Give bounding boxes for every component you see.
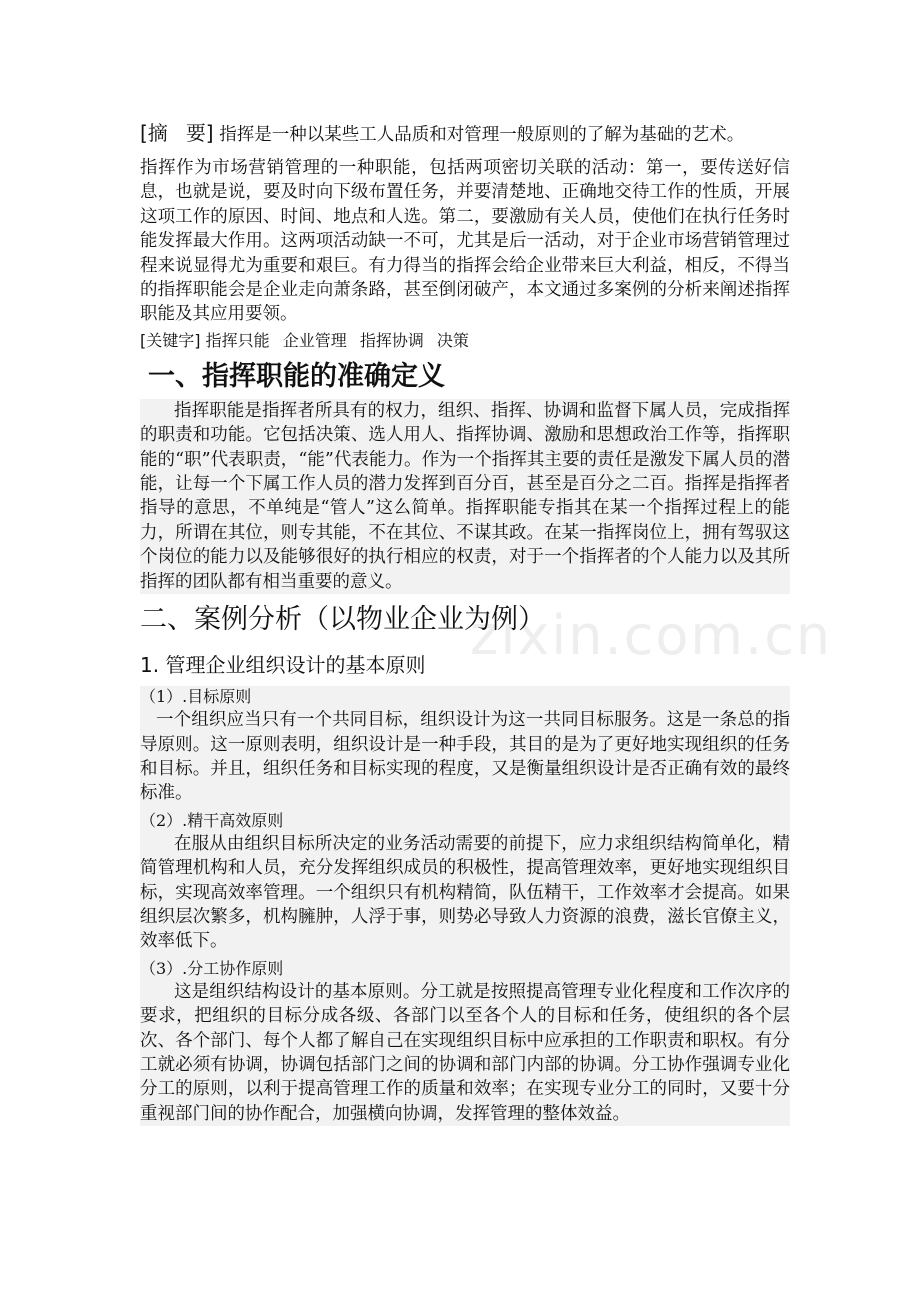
keywords-line <box>140 329 790 353</box>
keywords-label: [关键字] <box>140 330 201 350</box>
principle-body-division: 这是组织结构设计的基本原则。分工就是按照提高管理专业化程度和工作次序的要求，把组织的目标分成各级、各部门以至各个人的目标和任务，使组织的各个层次、各个部门、每个人都了解自己在实现组织目标中应承担的工作职责和职权。有分工就必须有协调，协调包括部门之间的协调和部门内部的协调。分工协作强调专业化分工的原则，以利于提高管理工作的质量和效率；在实现专业分工的同时，又要十分重视部门间的协作配合，加强横向协调，发挥管理的整体效益。 <box>140 981 790 1124</box>
abstract-first-line <box>140 118 790 150</box>
subsection-heading-principles: 1. 管理企业组织设计的基本原则 <box>140 653 426 678</box>
keyword: 企业管理 <box>282 330 347 350</box>
keyword: 决策 <box>436 330 469 350</box>
document-page <box>140 118 790 1126</box>
principle-title-division: （3）.分工协作原则 <box>140 958 284 978</box>
principle-body-goal: 一个组织应当只有一个共同目标，组织设计为这一共同目标服务。这是一条总的指导原则。这一原则表明，组织设计是一种手段，其目的是为了更好地实现组织的任务和目标。并且，组织任务和目标实现的程度，又是衡量组织设计是否正确有效的最终标准。 <box>140 710 790 804</box>
section-heading-definition: 一、指挥职能的准确定义 <box>148 360 445 392</box>
principle-title-goal: （1）.目标原则 <box>140 687 252 707</box>
principle-title-efficiency: （2）.精干高效原则 <box>140 810 284 830</box>
definition-paragraph: 指挥职能是指挥者所具有的权力，组织、指挥、协调和监督下属人员，完成指挥的职责和功能。它包括决策、选人用人、指挥协调、激励和思想政治工作等，指挥职能的“职”代表职责，“能”代表能力。作为一个指挥其主要的责任是激发下属人员的潜能，让每一个下属工作人员的潜力发挥到百分百，甚至是百分之二百。指挥是指挥者指导的意思，不单纯是“管人”这么简单。指挥职能专指其在某一个指挥过程上的能力，所谓在其位，则专其能，不在其位、不谋其政。在某一指挥岗位上，拥有驾驭这个岗位的能力以及能够很好的执行相应的权责，对于一个指挥者的个人能力以及其所指挥的团队都有相当重要的意义。 <box>140 400 790 592</box>
principles-block <box>140 686 790 1126</box>
principle-body-efficiency: 在服从由组织目标所决定的业务活动需要的前提下，应力求组织结构简单化，精简管理机构和人员，充分发挥组织成员的积极性，提高管理效率，更好地实现组织目标，实现高效率管理。一个组织只有机构精简，队伍精干，工作效率才会提高。如果组织层次繁多，机构臃肿，人浮于事，则势必导致人力资源的浪费，滋长官僚主义，效率低下。 <box>140 833 790 952</box>
section-heading-case-analysis: 二、案例分析（以物业企业为例） <box>140 604 545 636</box>
keyword: 指挥只能 <box>205 330 270 350</box>
abstract-tag: [摘 要] <box>140 121 214 145</box>
abstract-body: 指挥作为市场营销管理的一种职能，包括两项密切关联的活动：第一，要传送好信息，也就是说，要及时向下级布置任务，并要清楚地、正确地交待工作的性质，开展这项工作的原因、时间、地点和人选。第二，要激励有关人员，使他们在执行任务时能发挥最大作用。这两项活动缺一不可，尤其是后一活动，对于企业市场营销管理过程来说显得尤为重要和艰巨。有力得当的指挥会给企业带来巨大利益，相反，不得当的指挥职能会是企业走向萧条路，甚至倒闭破产，本文通过多案例的分析来阐述指挥职能及其应用要领。 <box>140 158 790 325</box>
abstract-lead: 指挥是一种以某些工人品质和对管理一般原则的了解为基础的艺术。 <box>219 125 745 145</box>
keyword: 指挥协调 <box>359 330 424 350</box>
section-body-definition <box>140 399 790 594</box>
watermark: zixin.com.cn <box>470 604 833 667</box>
